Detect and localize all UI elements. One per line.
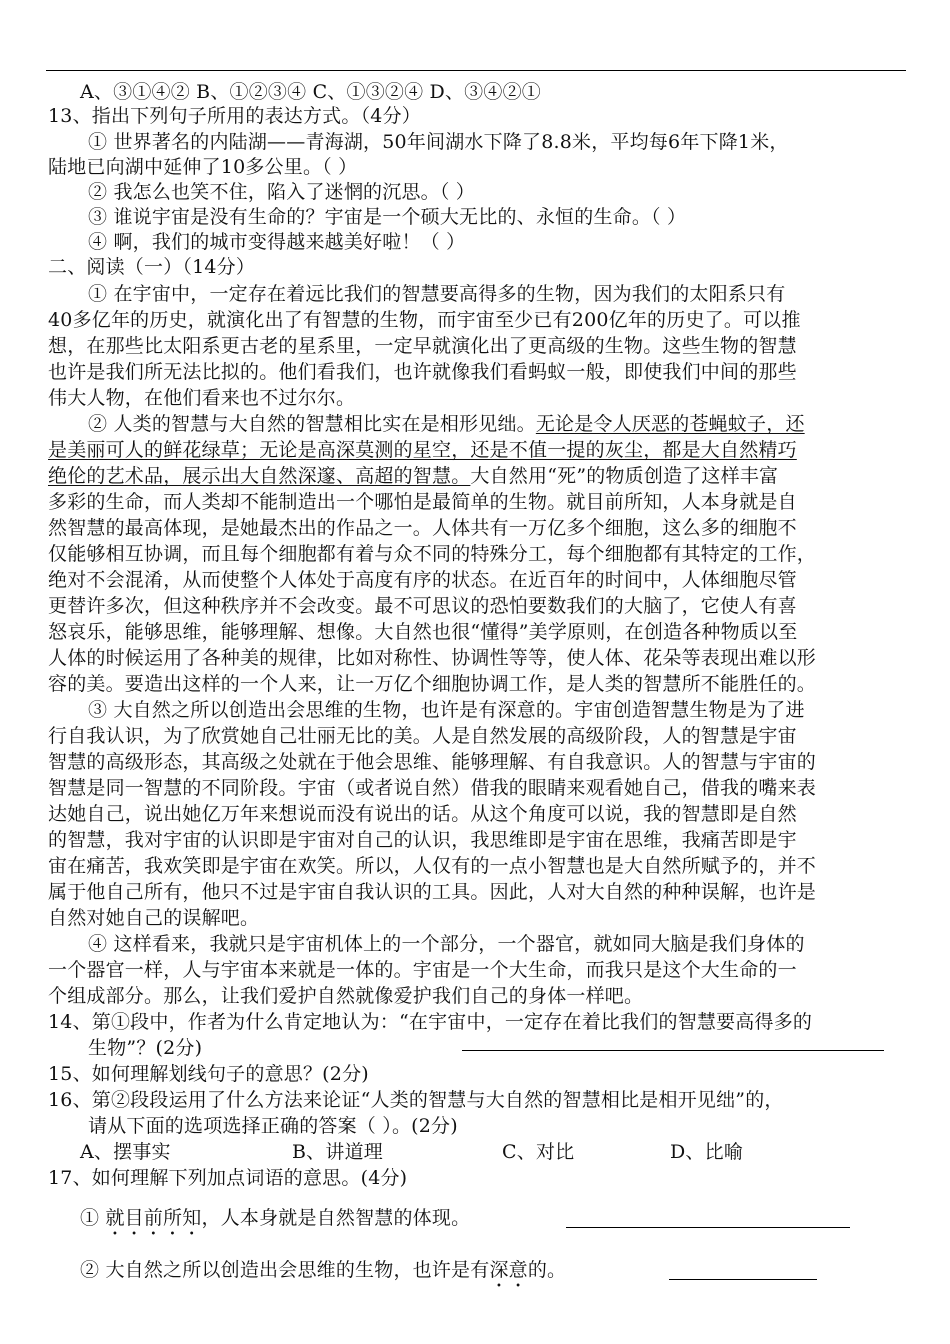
q16-line2: 请从下面的选项选择正确的答案（ ）。(2分) bbox=[88, 1115, 458, 1137]
q13-title: 13、指出下列句子所用的表达方式。（4分） bbox=[48, 105, 421, 127]
p1-line: 伟大人物，在他们看来也不过尔尔。 bbox=[48, 387, 356, 409]
q16-option-c[interactable]: C、对比 bbox=[502, 1141, 575, 1163]
p2-line: 容的美。要造出这样的一个人来，让一万亿个细胞协调工作，是人类的智慧所不能胜任的。 bbox=[48, 673, 817, 695]
q17-title: 17、如何理解下列加点词语的意思。(4分) bbox=[48, 1167, 408, 1189]
p3-line: 智慧是同一智慧的不同阶段。宇宙（或者说自然）借我的眼睛来观看她自己，借我的嘴来表 bbox=[48, 777, 817, 799]
p3-line: 行自我认识，为了欣赏她自己壮丽无比的美。人是自然发展的高级阶段，人的智慧是宇宙 bbox=[48, 725, 797, 747]
q17-answer-line-1[interactable] bbox=[566, 1209, 850, 1228]
answer-line-q14-q15[interactable] bbox=[462, 1050, 884, 1051]
section-title: 二、阅读（一）（14分） bbox=[48, 256, 256, 278]
q16-option-b[interactable]: B、讲道理 bbox=[292, 1141, 383, 1163]
q17-item1-rest: ，人本身就是自然智慧的体现。 bbox=[201, 1207, 471, 1229]
q14-line2: 生物”？(2分) bbox=[88, 1037, 203, 1059]
p3-line: 达她自己，说出她亿万年来想说而没有说出的话。从这个角度可以说，我的智慧即是自然 bbox=[48, 803, 797, 825]
q17-item2-before: ② 大自然之所以创造出会思维的生物，也许是有 bbox=[80, 1259, 490, 1281]
p1-line: 想，在那些比太阳系更古老的星系里，一定早就演化出了更高级的生物。这些生物的智慧 bbox=[48, 335, 797, 357]
dotted-phrase: 就目前所知 bbox=[105, 1207, 202, 1229]
q16-option-d[interactable]: D、比喻 bbox=[670, 1141, 744, 1163]
underlined-sentence: 无论是令人厌恶的苍蝇蚊子，还 bbox=[535, 413, 805, 435]
q12-options: A、③①④② B、①②③④ C、①③②④ D、③④②① bbox=[80, 81, 541, 103]
p4-line: 一个器官一样，人与宇宙本来就是一体的。宇宙是一个大生命，而我只是这个大生命的一 bbox=[48, 959, 797, 981]
q13-s4: ④ 啊，我们的城市变得越来越美好啦！（ ） bbox=[88, 231, 466, 253]
underlined-sentence: 绝伦的艺术品，展示出大自然深邃、高超的智慧。 bbox=[48, 465, 471, 487]
p4-line: ④ 这样看来，我就只是宇宙机体上的一个部分，一个器官，就如同大脑是我们身体的 bbox=[88, 933, 805, 955]
p2-line: 仅能够相互协调，而且每个细胞都有着与众不同的特殊分工，每个细胞都有其特定的工作， bbox=[48, 543, 817, 565]
q14-line1: 14、第①段中，作者为什么肯定地认为：“在宇宙中，一定存在着比我们的智慧要高得多的 bbox=[48, 1011, 813, 1033]
q16-line1: 16、第②段段运用了什么方法来论证“人类的智慧与大自然的智慧相比是相开见绌”的， bbox=[48, 1089, 784, 1111]
q17-answer-line-2[interactable] bbox=[669, 1261, 817, 1280]
p2-after-underline: 大自然用“死”的物质创造了这样丰富 bbox=[470, 465, 779, 487]
q13-s2: ② 我怎么也笑不住，陷入了迷惘的沉思。（ ） bbox=[88, 181, 475, 203]
p3-line: 自然对她自己的误解吧。 bbox=[48, 907, 260, 929]
p2-line: 绝对不会混淆，从而使整个人体处于高度有序的状态。在近百年的时间中，人体细胞尽管 bbox=[48, 569, 797, 591]
p3-line: 智慧的高级形态，其高级之处就在于他会思维、能够理解、有自我意识。人的智慧与宇宙的 bbox=[48, 751, 817, 773]
p4-line: 个组成部分。那么，让我们爱护自然就像爱护我们自己的身体一样吧。 bbox=[48, 985, 644, 1007]
q17-item1 bbox=[80, 1206, 470, 1240]
p2-line: 多彩的生命，而人类却不能制造出一个哪怕是最简单的生物。就目前所知，人本身就是自 bbox=[48, 491, 797, 513]
p1-line: 40多亿年的历史，就演化出了有智慧的生物，而宇宙至少已有200亿年的历史了。可以推 bbox=[48, 309, 801, 331]
q13-s1b: 陆地已向湖中延伸了10多公里。（ ） bbox=[48, 156, 358, 178]
p3-line: 的智慧，我对宇宙的认识即是宇宙对自己的认识，我思维即是宇宙在思维，我痛苦即是宇 bbox=[48, 829, 797, 851]
q16-option-a[interactable]: A、摆事实 bbox=[80, 1141, 171, 1163]
q17-item2 bbox=[80, 1258, 566, 1292]
p2-line-3 bbox=[48, 464, 778, 488]
p2-line: 怒哀乐，能够思维，能够理解、想像。大自然也很“懂得”美学原则，在创造各种物质以至 bbox=[48, 621, 798, 643]
p2-start: ② 人类的智慧与大自然的智慧相比实在是相形见绌。 bbox=[88, 413, 536, 435]
p3-line: ③ 大自然之所以创造出会思维的生物，也许是有深意的。宇宙创造智慧生物是为了进 bbox=[88, 699, 805, 721]
q13-s3: ③ 谁说宇宙是没有生命的？宇宙是一个硕大无比的、永恒的生命。（ ） bbox=[88, 206, 687, 228]
p1-line: ① 在宇宙中，一定存在着远比我们的智慧要高得多的生物，因为我们的太阳系只有 bbox=[88, 283, 786, 305]
p2-line: 更替许多次，但这种秩序并不会改变。最不可思议的恐怕要数我们的大脑了，它使人有喜 bbox=[48, 595, 797, 617]
p3-line: 宙在痛苦，我欢笑即是宇宙在欢笑。所以，人仅有的一点小智慧也是大自然所赋予的，并不 bbox=[48, 855, 817, 877]
q15: 15、如何理解划线句子的意思？(2分) bbox=[48, 1063, 369, 1085]
q17-item1-num: ① bbox=[80, 1207, 106, 1229]
dotted-phrase: 深意 bbox=[489, 1259, 528, 1281]
underlined-sentence: 是美丽可人的鲜花绿草；无论是高深莫测的星空，还是不值一提的灰尘，都是大自然精巧 bbox=[48, 439, 797, 461]
p2-line-2 bbox=[48, 438, 797, 462]
p3-line: 属于他自己所有，他只不过是宇宙自我认识的工具。因此，人对大自然的种种误解，也许是 bbox=[48, 881, 817, 903]
top-rule bbox=[46, 70, 906, 71]
p1-line: 也许是我们所无法比拟的。他们看我们，也许就像我们看蚂蚁一般，即使我们中间的那些 bbox=[48, 361, 797, 383]
q17-item2-after: 的。 bbox=[527, 1259, 567, 1281]
p2-line-1 bbox=[88, 412, 805, 436]
p2-line: 然智慧的最高体现，是她最杰出的作品之一。人体共有一万亿多个细胞，这么多的细胞不 bbox=[48, 517, 797, 539]
q13-s1a: ① 世界著名的内陆湖——青海湖，50年间湖水下降了8.8米，平均每6年下降1米， bbox=[88, 131, 789, 153]
p2-line: 人体的时候运用了各种美的规律，比如对称性、协调性等等，使人体、花朵等表现出难以形 bbox=[48, 647, 817, 669]
q16-options bbox=[80, 1140, 743, 1164]
